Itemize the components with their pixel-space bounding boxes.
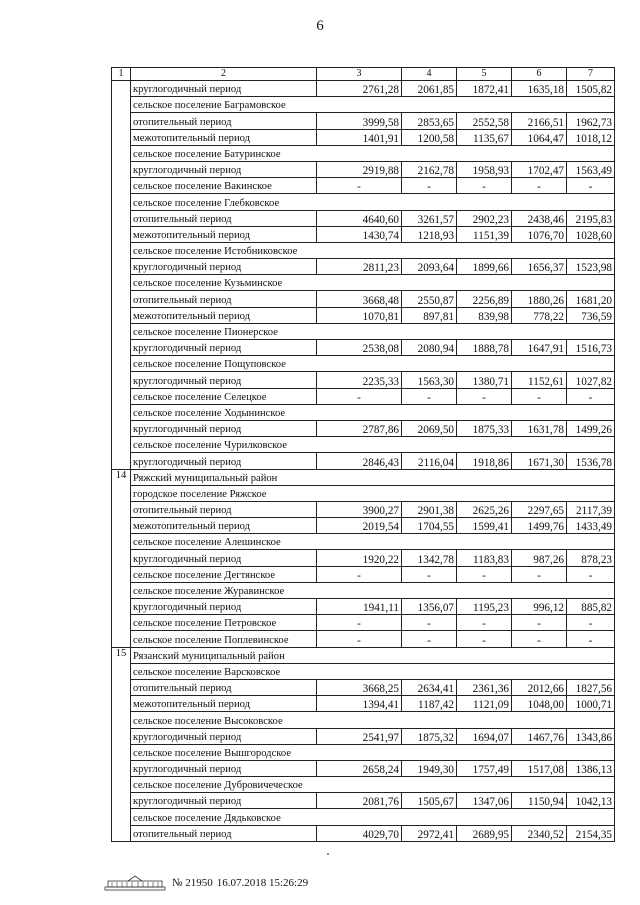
row-index-cell <box>112 404 131 420</box>
value-cell: 1499,26 <box>567 420 615 436</box>
table-row <box>112 550 615 566</box>
value-cell: 2235,33 <box>317 372 402 388</box>
value-cell: 1135,67 <box>457 129 512 145</box>
value-cell: - <box>457 566 512 582</box>
value-cell: 1183,83 <box>457 550 512 566</box>
value-cell: 4029,70 <box>317 825 402 841</box>
row-label-cell: отопительный период <box>131 291 317 307</box>
row-index-cell <box>112 550 131 566</box>
table-body <box>112 68 615 842</box>
table-section-row <box>112 534 615 550</box>
column-header: 2 <box>131 68 317 81</box>
value-cell: 4640,60 <box>317 210 402 226</box>
value-cell: 1076,70 <box>512 226 567 242</box>
value-cell: 1380,71 <box>457 372 512 388</box>
row-label-cell: круглогодичный период <box>131 340 317 356</box>
table-section-row <box>112 582 615 598</box>
table-row <box>112 340 615 356</box>
value-cell: 3668,25 <box>317 679 402 695</box>
value-cell: 2012,66 <box>512 679 567 695</box>
row-index-cell <box>112 372 131 388</box>
value-cell: - <box>567 631 615 647</box>
document-number: № 21950 <box>172 877 213 889</box>
row-index-cell <box>112 793 131 809</box>
value-cell: 1018,12 <box>567 129 615 145</box>
table-row <box>112 599 615 615</box>
row-label-cell: сельское поселение Высоковское <box>131 712 615 728</box>
value-cell: 1517,08 <box>512 760 567 776</box>
row-label-cell: круглогодичный период <box>131 453 317 469</box>
column-header: 1 <box>112 68 131 81</box>
column-header: 6 <box>512 68 567 81</box>
value-cell: 839,98 <box>457 307 512 323</box>
row-index-cell <box>112 809 131 825</box>
table-row <box>112 259 615 275</box>
row-index-cell <box>112 323 131 339</box>
value-cell: - <box>317 615 402 631</box>
value-cell: 2093,64 <box>402 259 457 275</box>
value-cell: 2846,43 <box>317 453 402 469</box>
value-cell: 1433,49 <box>567 518 615 534</box>
row-index-cell <box>112 420 131 436</box>
table-row <box>112 210 615 226</box>
value-cell: 2069,50 <box>402 420 457 436</box>
value-cell: 1918,86 <box>457 453 512 469</box>
value-cell: - <box>457 615 512 631</box>
document-footer <box>104 874 308 892</box>
value-cell: 1394,41 <box>317 696 402 712</box>
row-index-cell <box>112 615 131 631</box>
row-label-cell: отопительный период <box>131 210 317 226</box>
value-cell: - <box>457 631 512 647</box>
value-cell: - <box>512 178 567 194</box>
row-label-cell: круглогодичный период <box>131 550 317 566</box>
row-index-cell <box>112 194 131 210</box>
table-row <box>112 81 615 97</box>
table-section-row <box>112 275 615 291</box>
table-section-row <box>112 712 615 728</box>
row-index-cell <box>112 437 131 453</box>
value-cell: - <box>512 566 567 582</box>
table-section-row <box>112 744 615 760</box>
value-cell: 1028,60 <box>567 226 615 242</box>
row-label-cell: круглогодичный период <box>131 760 317 776</box>
row-label-cell: Ряжский муниципальный район <box>131 469 615 485</box>
value-cell: 996,12 <box>512 599 567 615</box>
value-cell: 778,22 <box>512 307 567 323</box>
row-label-cell: отопительный период <box>131 113 317 129</box>
value-cell: 1563,49 <box>567 161 615 177</box>
value-cell: 1875,33 <box>457 420 512 436</box>
table-section-row <box>112 356 615 372</box>
value-cell: - <box>317 178 402 194</box>
table-section-row <box>112 242 615 258</box>
value-cell: - <box>567 178 615 194</box>
row-index-cell <box>112 679 131 695</box>
table-row <box>112 518 615 534</box>
value-cell: 1343,86 <box>567 728 615 744</box>
row-index-cell <box>112 145 131 161</box>
row-label-cell: круглогодичный период <box>131 81 317 97</box>
row-index-cell <box>112 518 131 534</box>
value-cell: 1342,78 <box>402 550 457 566</box>
row-index-cell <box>112 599 131 615</box>
row-label-cell: сельское поселение Журавинское <box>131 582 615 598</box>
value-cell: 1702,47 <box>512 161 567 177</box>
row-label-cell: круглогодичный период <box>131 372 317 388</box>
row-index-cell <box>112 582 131 598</box>
value-cell: 2438,46 <box>512 210 567 226</box>
row-index-cell <box>112 696 131 712</box>
value-cell: 1962,73 <box>567 113 615 129</box>
table-row <box>112 566 615 582</box>
row-label-cell: круглогодичный период <box>131 259 317 275</box>
value-cell: 1499,76 <box>512 518 567 534</box>
row-label-cell: отопительный период <box>131 825 317 841</box>
value-cell: 1048,00 <box>512 696 567 712</box>
row-label-cell: межотопительный период <box>131 518 317 534</box>
value-cell: 1635,18 <box>512 81 567 97</box>
table-row <box>112 226 615 242</box>
row-index-cell <box>112 485 131 501</box>
value-cell: 1430,74 <box>317 226 402 242</box>
value-cell: 1656,37 <box>512 259 567 275</box>
value-cell: 987,26 <box>512 550 567 566</box>
row-label-cell: круглогодичный период <box>131 599 317 615</box>
row-label-cell: сельское поселение Пощуповское <box>131 356 615 372</box>
tariff-table <box>111 67 615 842</box>
row-label-cell: сельское поселение Чурилковское <box>131 437 615 453</box>
value-cell: - <box>317 566 402 582</box>
row-label-cell: отопительный период <box>131 679 317 695</box>
value-cell: 1064,47 <box>512 129 567 145</box>
table-row <box>112 113 615 129</box>
value-cell: 1200,58 <box>402 129 457 145</box>
column-header: 5 <box>457 68 512 81</box>
value-cell: 2919,88 <box>317 161 402 177</box>
row-index-cell <box>112 178 131 194</box>
row-index-cell <box>112 226 131 242</box>
table-row <box>112 372 615 388</box>
value-cell: 2552,58 <box>457 113 512 129</box>
row-label-cell: межотопительный период <box>131 226 317 242</box>
row-index-cell <box>112 566 131 582</box>
value-cell: 2080,94 <box>402 340 457 356</box>
value-cell: 1694,07 <box>457 728 512 744</box>
row-label-cell: городское поселение Ряжское <box>131 485 615 501</box>
value-cell: 2972,41 <box>402 825 457 841</box>
row-label-cell: сельское поселение Батуринское <box>131 145 615 161</box>
value-cell: 1027,82 <box>567 372 615 388</box>
row-index-cell <box>112 275 131 291</box>
value-cell: 2761,28 <box>317 81 402 97</box>
row-label-cell: сельское поселение Пионерское <box>131 323 615 339</box>
row-label-cell: сельское поселение Дегтянское <box>131 566 317 582</box>
value-cell: - <box>512 615 567 631</box>
row-index-cell <box>112 259 131 275</box>
value-cell: 1516,73 <box>567 340 615 356</box>
row-label-cell: круглогодичный период <box>131 728 317 744</box>
value-cell: 1467,76 <box>512 728 567 744</box>
row-label-cell: межотопительный период <box>131 307 317 323</box>
row-label-cell: круглогодичный период <box>131 793 317 809</box>
value-cell: 897,81 <box>402 307 457 323</box>
value-cell: 1958,93 <box>457 161 512 177</box>
table-row <box>112 825 615 841</box>
value-cell: 1152,61 <box>512 372 567 388</box>
value-cell: 736,59 <box>567 307 615 323</box>
table-section-row <box>112 777 615 793</box>
value-cell: 2625,26 <box>457 501 512 517</box>
value-cell: - <box>512 631 567 647</box>
row-index-cell <box>112 663 131 679</box>
value-cell: 1941,11 <box>317 599 402 615</box>
value-cell: 2116,04 <box>402 453 457 469</box>
table-header-row <box>112 68 615 81</box>
value-cell: 1195,23 <box>457 599 512 615</box>
row-label-cell: межотопительный период <box>131 129 317 145</box>
value-cell: 2019,54 <box>317 518 402 534</box>
value-cell: 1681,20 <box>567 291 615 307</box>
value-cell: 2361,36 <box>457 679 512 695</box>
row-index-cell <box>112 631 131 647</box>
value-cell: 1920,22 <box>317 550 402 566</box>
table-section-row <box>112 485 615 501</box>
column-header: 4 <box>402 68 457 81</box>
table-row <box>112 388 615 404</box>
row-index-cell <box>112 129 131 145</box>
government-building-icon <box>104 875 166 891</box>
value-cell: - <box>402 631 457 647</box>
value-cell: - <box>402 178 457 194</box>
value-cell: 2811,23 <box>317 259 402 275</box>
value-cell: 1872,41 <box>457 81 512 97</box>
value-cell: 1880,26 <box>512 291 567 307</box>
row-index-cell <box>112 712 131 728</box>
table-section-row <box>112 809 615 825</box>
table-row <box>112 161 615 177</box>
value-cell: 1151,39 <box>457 226 512 242</box>
value-cell: 1875,32 <box>402 728 457 744</box>
value-cell: 2256,89 <box>457 291 512 307</box>
row-label-cell: отопительный период <box>131 501 317 517</box>
row-label-cell: сельское поселение Вышгородское <box>131 744 615 760</box>
value-cell: - <box>512 388 567 404</box>
table-section-row <box>112 97 615 113</box>
value-cell: 1150,94 <box>512 793 567 809</box>
value-cell: 2853,65 <box>402 113 457 129</box>
value-cell: 1888,78 <box>457 340 512 356</box>
table-section-row <box>112 194 615 210</box>
value-cell: - <box>402 615 457 631</box>
value-cell: 2689,95 <box>457 825 512 841</box>
value-cell: 1356,07 <box>402 599 457 615</box>
table-row <box>112 615 615 631</box>
table-section-row <box>112 663 615 679</box>
row-index-cell <box>112 210 131 226</box>
table-row <box>112 178 615 194</box>
row-label-cell: сельское поселение Вакинское <box>131 178 317 194</box>
row-index-cell: 15 <box>112 647 131 663</box>
row-label-cell: сельское поселение Варсковское <box>131 663 615 679</box>
table-section-row <box>112 469 615 485</box>
table-row <box>112 501 615 517</box>
table-row <box>112 679 615 695</box>
row-index-cell <box>112 81 131 97</box>
value-cell: 1505,82 <box>567 81 615 97</box>
row-index-cell <box>112 113 131 129</box>
row-index-cell <box>112 825 131 841</box>
value-cell: 1827,56 <box>567 679 615 695</box>
value-cell: 3900,27 <box>317 501 402 517</box>
value-cell: - <box>317 631 402 647</box>
value-cell: 1899,66 <box>457 259 512 275</box>
value-cell: 1187,42 <box>402 696 457 712</box>
value-cell: 2658,24 <box>317 760 402 776</box>
table-row <box>112 307 615 323</box>
row-index-cell <box>112 97 131 113</box>
row-label-cell: круглогодичный период <box>131 420 317 436</box>
row-label-cell: сельское поселение Кузьминское <box>131 275 615 291</box>
value-cell: 1631,78 <box>512 420 567 436</box>
value-cell: 2902,23 <box>457 210 512 226</box>
value-cell: - <box>402 388 457 404</box>
value-cell: 1505,67 <box>402 793 457 809</box>
table-row <box>112 696 615 712</box>
value-cell: 1671,30 <box>512 453 567 469</box>
value-cell: - <box>457 178 512 194</box>
value-cell: 2550,87 <box>402 291 457 307</box>
value-cell: 2634,41 <box>402 679 457 695</box>
value-cell: 1523,98 <box>567 259 615 275</box>
value-cell: 1218,93 <box>402 226 457 242</box>
row-index-cell <box>112 777 131 793</box>
row-label-cell: межотопительный период <box>131 696 317 712</box>
value-cell: 2154,35 <box>567 825 615 841</box>
value-cell: 1121,09 <box>457 696 512 712</box>
value-cell: 1401,91 <box>317 129 402 145</box>
value-cell: - <box>567 566 615 582</box>
column-header: 7 <box>567 68 615 81</box>
row-label-cell: сельское поселение Глебковское <box>131 194 615 210</box>
value-cell: 2787,86 <box>317 420 402 436</box>
value-cell: 1536,78 <box>567 453 615 469</box>
scan-speck <box>327 853 329 855</box>
value-cell: 2340,52 <box>512 825 567 841</box>
value-cell: 2538,08 <box>317 340 402 356</box>
value-cell: 885,82 <box>567 599 615 615</box>
table-row <box>112 291 615 307</box>
value-cell: - <box>567 615 615 631</box>
table-row <box>112 760 615 776</box>
row-index-cell <box>112 728 131 744</box>
row-index-cell <box>112 760 131 776</box>
table-row <box>112 420 615 436</box>
row-label-cell: сельское поселение Ходынинское <box>131 404 615 420</box>
row-index-cell: 14 <box>112 469 131 485</box>
value-cell: 1704,55 <box>402 518 457 534</box>
value-cell: 3999,58 <box>317 113 402 129</box>
row-index-cell <box>112 356 131 372</box>
row-label-cell: сельское поселение Алешинское <box>131 534 615 550</box>
value-cell: - <box>402 566 457 582</box>
row-index-cell <box>112 161 131 177</box>
table-section-row <box>112 437 615 453</box>
row-index-cell <box>112 242 131 258</box>
value-cell: 2297,65 <box>512 501 567 517</box>
value-cell: 1386,13 <box>567 760 615 776</box>
value-cell: 1042,13 <box>567 793 615 809</box>
value-cell: 2117,39 <box>567 501 615 517</box>
table-section-row <box>112 404 615 420</box>
column-header: 3 <box>317 68 402 81</box>
row-index-cell <box>112 501 131 517</box>
value-cell: 2901,38 <box>402 501 457 517</box>
value-cell: 878,23 <box>567 550 615 566</box>
row-label-cell: сельское поселение Дядьковское <box>131 809 615 825</box>
row-label-cell: сельское поселение Дубровичеческое <box>131 777 615 793</box>
value-cell: 2061,85 <box>402 81 457 97</box>
row-label-cell: сельское поселение Баграмовское <box>131 97 615 113</box>
value-cell: 2081,76 <box>317 793 402 809</box>
table-row <box>112 793 615 809</box>
row-index-cell <box>112 307 131 323</box>
value-cell: - <box>317 388 402 404</box>
table-row <box>112 453 615 469</box>
row-index-cell <box>112 388 131 404</box>
value-cell: 1949,30 <box>402 760 457 776</box>
row-label-cell: сельское поселение Поплевинское <box>131 631 317 647</box>
row-label-cell: круглогодичный период <box>131 161 317 177</box>
value-cell: - <box>567 388 615 404</box>
value-cell: 1757,49 <box>457 760 512 776</box>
value-cell: - <box>457 388 512 404</box>
value-cell: 2541,97 <box>317 728 402 744</box>
table-row <box>112 728 615 744</box>
row-label-cell: сельское поселение Селецкое <box>131 388 317 404</box>
row-index-cell <box>112 534 131 550</box>
row-index-cell <box>112 453 131 469</box>
document-timestamp: 16.07.2018 15:26:29 <box>216 877 309 889</box>
value-cell: 2166,51 <box>512 113 567 129</box>
value-cell: 2195,83 <box>567 210 615 226</box>
row-label-cell: сельское поселение Петровское <box>131 615 317 631</box>
table-row <box>112 631 615 647</box>
row-label-cell: сельское поселение Истобниковское <box>131 242 615 258</box>
value-cell: 1347,06 <box>457 793 512 809</box>
row-label-cell: Рязанский муниципальный район <box>131 647 615 663</box>
row-index-cell <box>112 291 131 307</box>
value-cell: 1647,91 <box>512 340 567 356</box>
value-cell: 2162,78 <box>402 161 457 177</box>
value-cell: 1563,30 <box>402 372 457 388</box>
value-cell: 3261,57 <box>402 210 457 226</box>
table-section-row <box>112 647 615 663</box>
value-cell: 1599,41 <box>457 518 512 534</box>
table-row <box>112 129 615 145</box>
table-section-row <box>112 145 615 161</box>
row-index-cell <box>112 744 131 760</box>
value-cell: 1000,71 <box>567 696 615 712</box>
row-index-cell <box>112 340 131 356</box>
value-cell: 3668,48 <box>317 291 402 307</box>
page-number: 6 <box>316 18 324 34</box>
value-cell: 1070,81 <box>317 307 402 323</box>
table-section-row <box>112 323 615 339</box>
footer-text <box>172 877 308 889</box>
